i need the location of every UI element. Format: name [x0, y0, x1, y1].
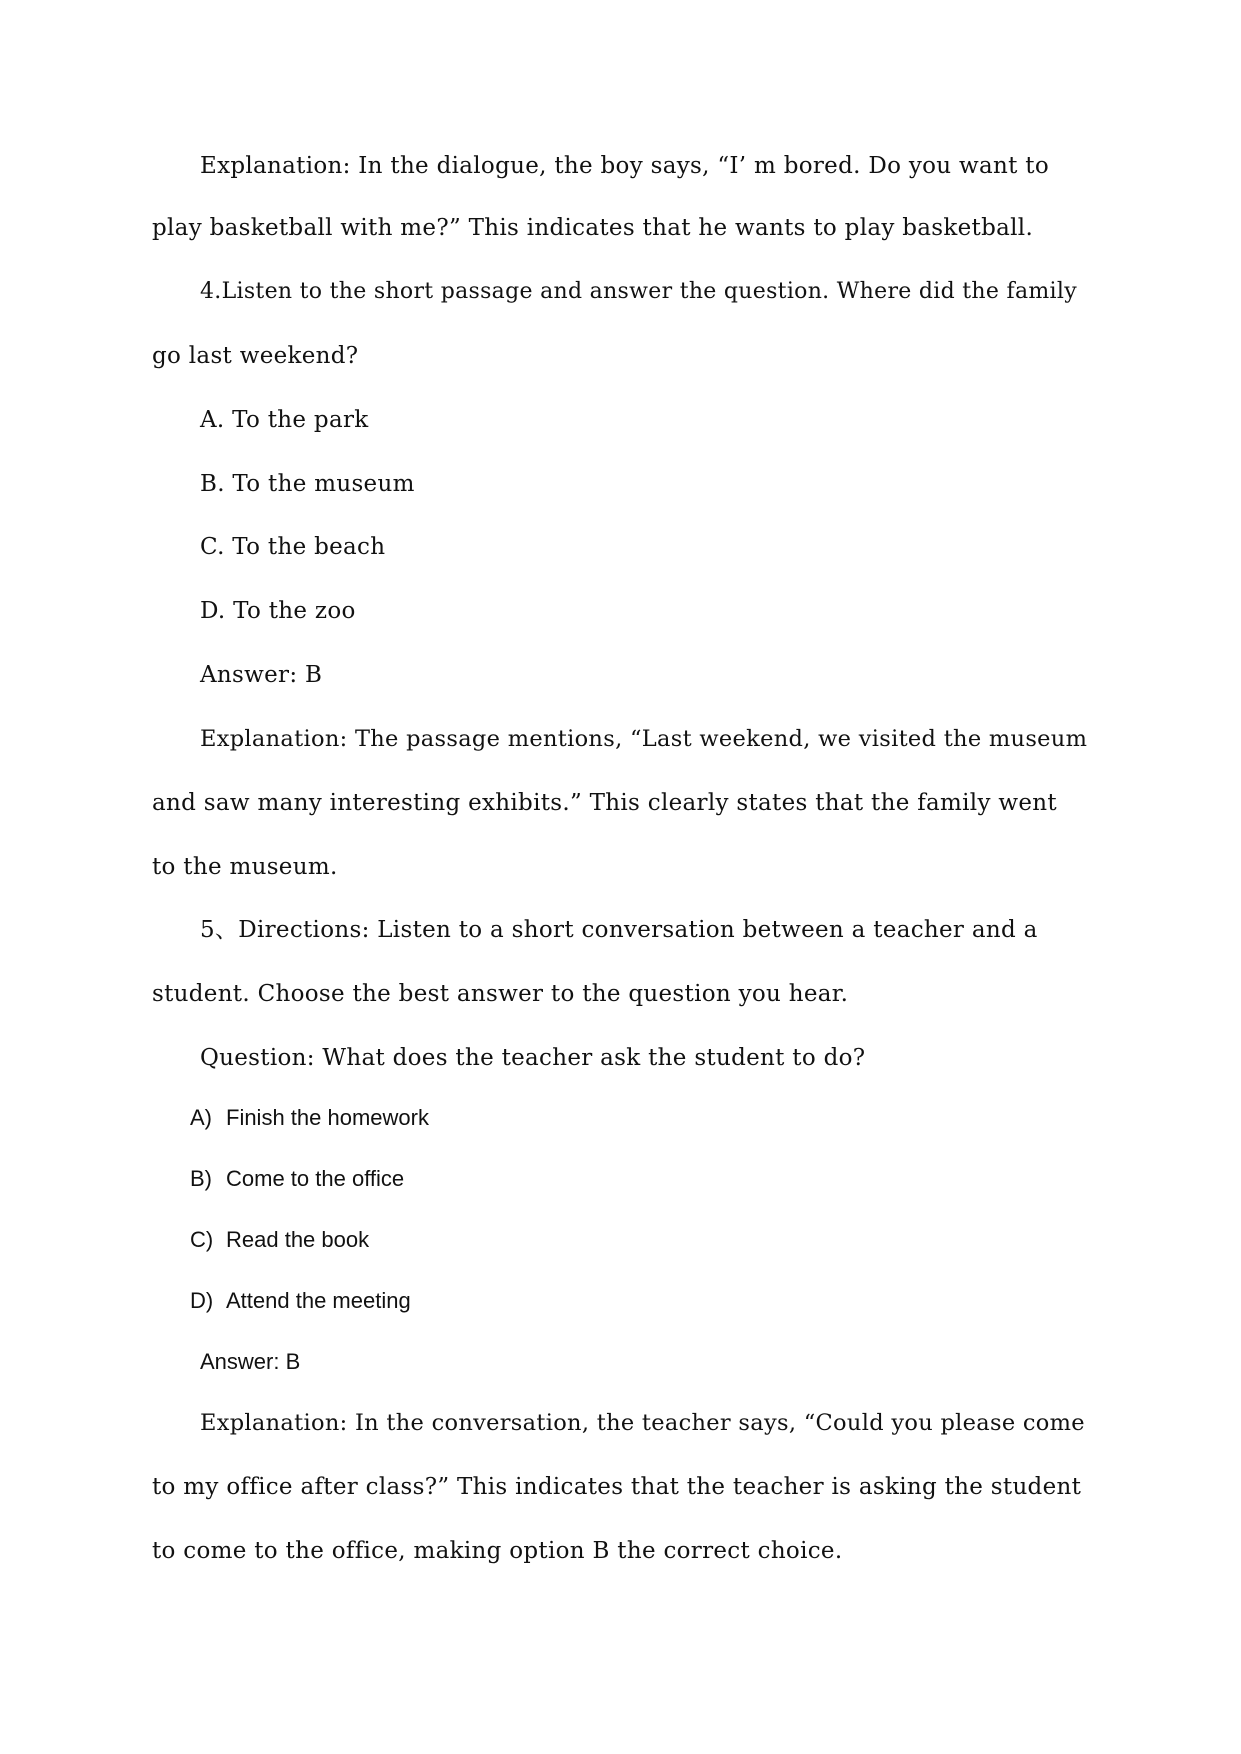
explanation-q3-line-2: play basketball with me?” This indicates that he wants to play basketball.	[152, 215, 1034, 241]
question-5-prompt: Question: What does the teacher ask the student to do?	[200, 1045, 866, 1071]
question-5-directions-line-2: student. Choose the best answer to the question you hear.	[152, 981, 849, 1007]
q5-option-d-label: D)	[190, 1288, 214, 1313]
q4-option-d: D. To the zoo	[200, 598, 356, 624]
explanation-q4-line-2: and saw many interesting exhibits.” This clearly states that the family went	[152, 790, 1057, 816]
q5-option-a-label: A)	[190, 1105, 212, 1130]
q4-option-b: B. To the museum	[200, 471, 415, 497]
q4-option-c: C. To the beach	[200, 534, 386, 560]
question-5-directions-line-1: 5、Directions: Listen to a short conversation between a teacher and a	[200, 917, 1038, 943]
question-4-line-2: go last weekend?	[152, 343, 359, 369]
q5-option-a	[190, 1103, 429, 1133]
q4-answer: Answer: B	[200, 662, 323, 688]
q5-option-c	[190, 1225, 369, 1255]
explanation-q3-line-1: Explanation: In the dialogue, the boy says, “I’ m bored. Do you want to	[200, 153, 1049, 179]
q5-option-d	[190, 1286, 411, 1316]
explanation-q5-line-3: to come to the office, making option B the correct choice.	[152, 1538, 843, 1564]
q5-option-b-text: Come to the office	[226, 1166, 405, 1191]
question-4-line-1: 4.Listen to the short passage and answer the question. Where did the family	[200, 279, 1077, 304]
explanation-q5-line-2: to my office after class?” This indicates that the teacher is asking the student	[152, 1474, 1082, 1500]
q4-option-a: A. To the park	[200, 407, 369, 433]
q5-option-d-text: Attend the meeting	[226, 1288, 411, 1313]
q5-option-c-text: Read the book	[226, 1227, 370, 1252]
q5-option-c-label: C)	[190, 1227, 214, 1252]
explanation-q4-line-3: to the museum.	[152, 854, 338, 880]
q5-option-b	[190, 1164, 404, 1194]
explanation-q5-line-1: Explanation: In the conversation, the teacher says, “Could you please come	[200, 1410, 1085, 1436]
q5-answer: Answer: B	[200, 1349, 301, 1374]
explanation-q4-line-1: Explanation: The passage mentions, “Last weekend, we visited the museum	[200, 726, 1088, 752]
q5-option-b-label: B)	[190, 1166, 212, 1191]
q5-option-a-text: Finish the homework	[226, 1105, 429, 1130]
